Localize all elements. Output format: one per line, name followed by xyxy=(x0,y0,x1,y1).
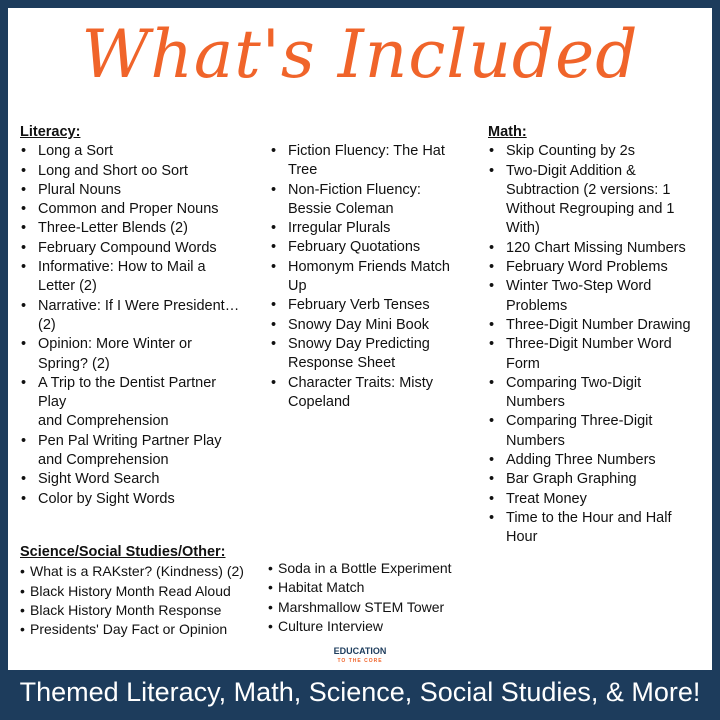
science-list-2 xyxy=(268,559,488,636)
list-item xyxy=(488,162,710,239)
list-item xyxy=(20,562,272,581)
list-item xyxy=(488,277,710,316)
list-item xyxy=(488,316,710,335)
list-item xyxy=(270,142,470,181)
list-item-text: • Non-Fiction Fluency: xyxy=(288,181,421,198)
list-item-text: • Soda in a Bottle Experiment xyxy=(278,560,452,576)
list-item-text: • Time to the Hour and Half xyxy=(506,509,672,526)
list-item-text: • Color by Sight Words xyxy=(38,490,175,507)
list-item xyxy=(270,374,470,413)
brand-logo xyxy=(324,646,396,666)
list-item-text: • Two-Digit Addition & xyxy=(506,162,636,179)
list-item-text: • Common and Proper Nouns xyxy=(38,201,219,218)
list-item-text: Tree xyxy=(288,162,318,179)
list-item xyxy=(20,620,272,639)
list-item-text: • Narrative: If I Were President… xyxy=(38,297,240,314)
list-item-text: Spring? (2) xyxy=(38,355,110,372)
list-item-text: • Treat Money xyxy=(506,490,587,507)
list-item-text: • Comparing Three-Digit xyxy=(506,413,653,430)
list-item xyxy=(270,258,470,297)
list-item-text: Letter (2) xyxy=(38,278,97,295)
list-item-text: Numbers xyxy=(506,432,565,449)
list-item-text: • Long and Short oo Sort xyxy=(38,162,188,179)
list-item-text: • 120 Chart Missing Numbers xyxy=(506,239,686,256)
list-item xyxy=(488,374,710,413)
list-item-text: Without Regrouping and 1 xyxy=(506,201,675,218)
list-item xyxy=(268,598,488,617)
list-item xyxy=(488,412,710,451)
list-item xyxy=(488,451,710,470)
list-item xyxy=(488,490,710,509)
list-item xyxy=(268,578,488,597)
list-item-text: • A Trip to the Dentist Partner xyxy=(38,374,217,391)
content-card xyxy=(8,8,712,670)
list-item-text: • Marshmallow STEM Tower xyxy=(278,598,445,615)
list-item xyxy=(270,335,470,374)
list-item-text: • Black History Month Response xyxy=(30,601,222,618)
list-item-text: • February Compound Words xyxy=(38,239,217,256)
list-item-text: • Three-Digit Number Word xyxy=(506,336,672,353)
science-column xyxy=(20,543,272,639)
list-item-text: • Winter Two-Step Word xyxy=(506,278,652,295)
list-item xyxy=(20,335,252,374)
footer-banner: Themed Literacy, Math, Science, Social Studies, & More! xyxy=(19,677,701,707)
science-heading: Science/Social Studies/Other: xyxy=(20,544,226,560)
list-item-text: • Black History Month Read Aloud xyxy=(30,582,231,599)
list-item-text: and Comprehension xyxy=(38,413,169,430)
logo-sub-text: TO THE CORE xyxy=(337,658,383,664)
list-item xyxy=(268,617,488,636)
list-item xyxy=(488,509,710,548)
list-item-text: Hour xyxy=(506,529,538,546)
list-item-text: Up xyxy=(288,278,307,295)
list-item-text: Subtraction (2 versions: 1 xyxy=(506,181,671,198)
list-item-text: • Snowy Day Mini Book xyxy=(288,316,430,333)
list-item-text: Bessie Coleman xyxy=(288,200,394,217)
list-item-text: Copeland xyxy=(288,393,351,410)
list-item xyxy=(20,490,252,509)
science-column-2 xyxy=(268,559,488,636)
page-title: What's Included xyxy=(81,16,639,93)
list-item xyxy=(20,142,252,161)
list-item xyxy=(20,601,272,620)
list-item-text: Form xyxy=(506,355,540,372)
literacy-column-2 xyxy=(270,142,470,412)
list-item-text: • Culture Interview xyxy=(278,617,384,634)
list-item xyxy=(20,219,252,238)
list-item xyxy=(270,316,470,335)
list-item xyxy=(20,181,252,200)
list-item-text: Numbers xyxy=(506,394,565,411)
list-item-text: Response Sheet xyxy=(288,355,396,372)
math-column xyxy=(488,123,710,548)
list-item xyxy=(20,297,252,336)
list-item xyxy=(20,258,252,297)
math-heading: Math: xyxy=(488,124,527,140)
list-item xyxy=(268,559,488,578)
list-item xyxy=(488,258,710,277)
list-item-text: • Habitat Match xyxy=(278,579,365,596)
list-item-text: • Long a Sort xyxy=(38,143,113,160)
science-list xyxy=(20,562,272,639)
list-item-text: Problems xyxy=(506,297,568,314)
list-item-text: • Informative: How to Mail a xyxy=(38,259,206,276)
list-item-text: • Character Traits: Misty xyxy=(288,374,434,391)
logo-main-text: EDUCATION xyxy=(333,646,387,656)
list-item xyxy=(20,582,272,601)
list-item xyxy=(270,219,470,238)
list-item-text: • Three-Letter Blends (2) xyxy=(38,220,188,237)
list-item xyxy=(20,239,252,258)
list-item-text: • February Verb Tenses xyxy=(288,297,430,314)
literacy-column xyxy=(20,123,252,509)
list-item-text: • What is a RAKster? (Kindness) (2) xyxy=(30,563,244,580)
list-item xyxy=(488,142,710,161)
list-item-text: • Sight Word Search xyxy=(38,471,160,488)
list-item xyxy=(20,432,252,471)
literacy-list-2 xyxy=(270,142,470,412)
list-item xyxy=(270,238,470,257)
list-item-text: and Comprehension xyxy=(38,452,169,469)
list-item-text: • Homonym Friends Match xyxy=(288,258,450,275)
list-item xyxy=(488,470,710,489)
list-item-text: (2) xyxy=(38,316,56,333)
list-item xyxy=(488,239,710,258)
literacy-heading: Literacy: xyxy=(20,124,81,140)
list-item-text: • Presidents' Day Fact or Opinion xyxy=(30,621,228,638)
list-item-text: With) xyxy=(506,220,540,237)
list-item-text: Play xyxy=(38,394,67,411)
list-item-text: • Opinion: More Winter or xyxy=(38,336,192,353)
list-item-text: • Adding Three Numbers xyxy=(506,452,656,469)
list-item xyxy=(20,200,252,219)
list-item xyxy=(488,335,710,374)
list-item xyxy=(20,374,252,432)
math-list xyxy=(488,142,710,547)
list-item-text: • Irregular Plurals xyxy=(288,220,391,237)
list-item xyxy=(270,296,470,315)
list-item-text: • Skip Counting by 2s xyxy=(506,143,635,160)
list-item-text: • Plural Nouns xyxy=(38,181,122,198)
list-item-text: • Three-Digit Number Drawing xyxy=(506,316,691,333)
list-item-text: • Snowy Day Predicting xyxy=(288,335,430,352)
list-item-text: • Bar Graph Graphing xyxy=(506,471,637,488)
list-item xyxy=(270,181,470,220)
list-item-text: • Fiction Fluency: The Hat xyxy=(288,143,445,159)
list-item xyxy=(20,162,252,181)
list-item-text: • Pen Pal Writing Partner Play xyxy=(38,432,222,449)
list-item-text: • Comparing Two-Digit xyxy=(506,374,642,391)
list-item-text: • February Word Problems xyxy=(506,259,668,276)
list-item-text: • February Quotations xyxy=(288,239,421,256)
list-item xyxy=(20,470,252,489)
literacy-list xyxy=(20,142,252,509)
